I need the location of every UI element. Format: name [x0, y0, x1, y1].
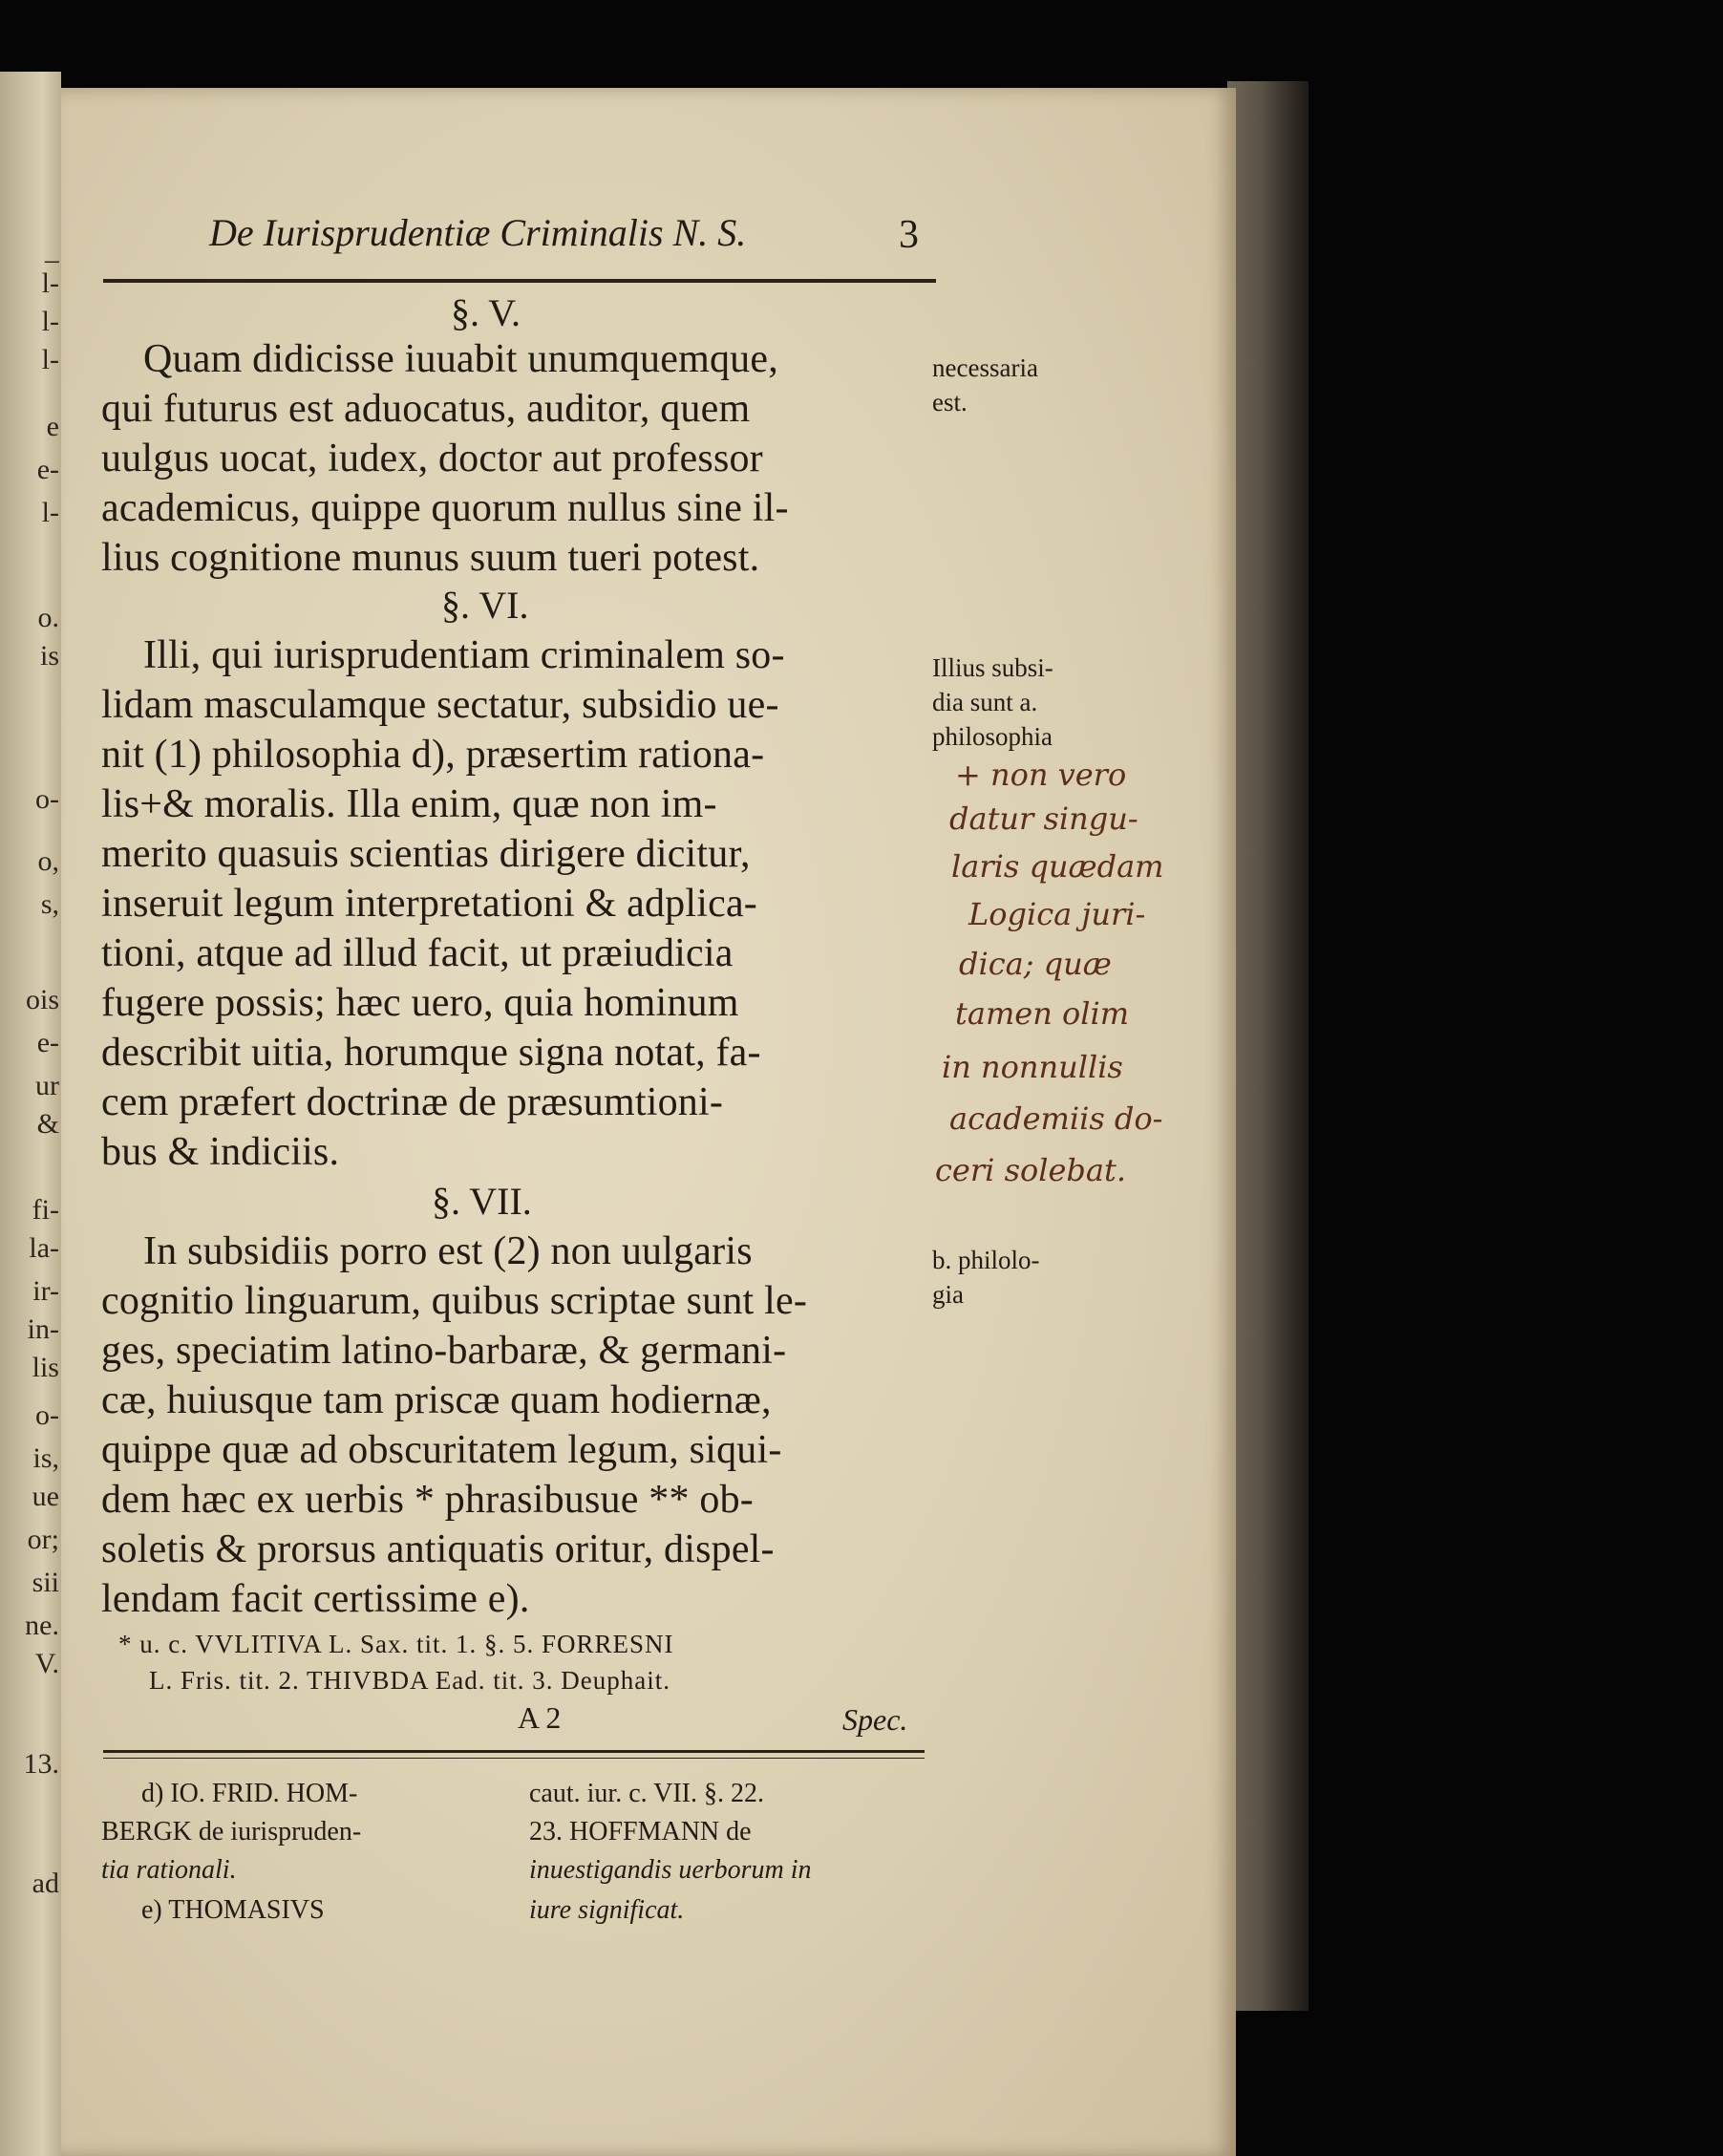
text-line: fugere possis; hæc uero, quia hominum — [101, 981, 739, 1025]
left-fragment: ir- — [32, 1275, 59, 1307]
section-heading: §. VII. — [432, 1180, 532, 1223]
text-line: academicus, quippe quorum nullus sine il- — [101, 486, 789, 530]
footnote-left: d) IO. FRID. HOM- — [141, 1779, 358, 1808]
text-line: lidam masculamque sectatur, subsidio ue- — [101, 683, 779, 727]
handwritten-note: in nonnullis — [942, 1049, 1123, 1085]
inline-footnote: * u. c. VVLITIVA L. Sax. tit. 1. §. 5. FORRESNI — [118, 1630, 674, 1658]
left-fragment: o- — [35, 783, 59, 815]
footnote-left: BERGK de iurispruden- — [101, 1817, 362, 1846]
left-fragment: fi- — [32, 1194, 59, 1226]
text-line: Quam didicisse iuuabit unumquemque, — [143, 337, 778, 381]
text-line: lendam facit certissime e). — [101, 1577, 530, 1621]
footnote-right: caut. iur. c. VII. §. 22. — [529, 1779, 764, 1808]
text-line: bus & indiciis. — [101, 1130, 340, 1174]
left-fragment: or; — [27, 1524, 59, 1555]
handwritten-note: tamen olim — [955, 995, 1130, 1032]
header-rule — [103, 279, 936, 283]
text-line: uulgus uocat, iudex, doctor aut professor — [101, 437, 763, 480]
margin-note: Illius subsi- — [932, 653, 1053, 682]
footnote-rule-thin — [103, 1758, 925, 1759]
left-fragment: sii — [32, 1567, 59, 1598]
margin-note: philosophia — [932, 722, 1053, 751]
text-line: quippe quæ ad obscuritatem legum, siqui- — [101, 1428, 782, 1472]
section-heading: §. VI. — [441, 584, 529, 627]
text-line: cem præfert doctrinæ de præsumtioni- — [101, 1080, 724, 1124]
left-fragment: 13. — [23, 1748, 59, 1780]
signature-mark: A 2 — [518, 1700, 562, 1735]
left-fragment: e — [46, 411, 59, 442]
text-line: dem hæc ex uerbis * phrasibusue ** ob- — [101, 1478, 754, 1522]
catchword: Spec. — [842, 1702, 908, 1737]
text-line: inseruit legum interpretationi & adplica- — [101, 882, 757, 926]
handwritten-note: laris quædam — [951, 848, 1164, 885]
margin-note: dia sunt a. — [932, 688, 1038, 716]
left-fragment: ne. — [25, 1610, 59, 1641]
margin-note: gia — [932, 1280, 964, 1309]
left-fragment: ad — [32, 1868, 59, 1899]
text-line: tioni, atque ad illud facit, ut præiudicia — [101, 931, 734, 975]
footnote-rule — [103, 1750, 925, 1753]
book-binding-edge — [1227, 81, 1308, 2011]
handwritten-note: ceri solebat. — [935, 1152, 1127, 1188]
left-fragment: ue — [32, 1481, 59, 1512]
left-fragment: e- — [36, 454, 59, 485]
section-heading: §. V. — [451, 291, 521, 334]
margin-note: est. — [932, 388, 968, 416]
left-fragment: ois — [25, 984, 59, 1015]
margin-note: b. philolo- — [932, 1246, 1040, 1274]
left-fragment: l- — [41, 344, 59, 375]
left-fragment: l- — [41, 497, 59, 528]
footnote-left: e) THOMASIVS — [141, 1895, 325, 1925]
book-page — [61, 88, 1236, 2156]
text-line: cæ, huiusque tam priscæ quam hodiernæ, — [101, 1378, 772, 1422]
left-fragment: is, — [32, 1442, 59, 1474]
handwritten-note: datur singu- — [949, 800, 1138, 837]
left-fragment: V. — [34, 1648, 59, 1679]
left-fragment: o, — [37, 845, 59, 877]
footnote-right: iure significat. — [529, 1895, 685, 1925]
text-line: ges, speciatim latino-barbaræ, & germani- — [101, 1329, 787, 1373]
text-line: describit uitia, horumque signa notat, fa- — [101, 1031, 761, 1075]
text-line: soletis & prorsus antiquatis oritur, dispel- — [101, 1527, 775, 1571]
left-page-edge — [0, 72, 61, 2156]
text-line: qui futurus est aduocatus, auditor, quem — [101, 387, 751, 431]
footnote-right: inuestigandis uerborum in — [529, 1855, 812, 1885]
text-line: In subsidiis porro est (2) non uulgaris — [143, 1229, 753, 1273]
left-fragment: l- — [41, 306, 59, 337]
handwritten-note: academiis do- — [949, 1100, 1163, 1137]
left-fragment: la- — [29, 1232, 59, 1264]
left-fragment: s, — [40, 888, 59, 920]
left-fragment: is — [39, 640, 59, 672]
footnote-left: tia rationali. — [101, 1855, 237, 1885]
text-line: nit (1) philosophia d), præsertim rationa- — [101, 733, 765, 777]
left-fragment: l- — [41, 267, 59, 299]
inline-footnote: L. Fris. tit. 2. THIVBDA Ead. tit. 3. Deuphait. — [149, 1666, 670, 1695]
left-fragment: _ — [45, 234, 59, 266]
left-fragment: & — [36, 1108, 59, 1140]
text-line: merito quasuis scientias dirigere dicitur, — [101, 832, 751, 876]
handwritten-note: Logica juri- — [968, 896, 1146, 932]
text-line: lis+& moralis. Illa enim, quæ non im- — [101, 782, 717, 826]
page-number: 3 — [899, 213, 919, 257]
left-fragment: ur — [35, 1070, 59, 1101]
running-title: De Iurisprudentiæ Criminalis N. S. — [209, 211, 747, 254]
left-fragment: o- — [35, 1399, 59, 1431]
handwritten-note: + non vero — [955, 757, 1127, 793]
left-fragment: o. — [37, 602, 59, 633]
left-fragment: e- — [36, 1027, 59, 1058]
text-line: cognitio linguarum, quibus scriptae sunt le- — [101, 1279, 808, 1323]
handwritten-note: dica; quæ — [959, 946, 1112, 982]
left-fragment: in- — [27, 1313, 59, 1345]
margin-note: necessaria — [932, 353, 1038, 382]
text-line: lius cognitione munus suum tueri potest. — [101, 536, 760, 580]
footnote-right: 23. HOFFMANN de — [529, 1817, 752, 1846]
text-line: Illi, qui iurisprudentiam criminalem so- — [143, 633, 785, 677]
left-fragment: lis — [32, 1352, 59, 1383]
